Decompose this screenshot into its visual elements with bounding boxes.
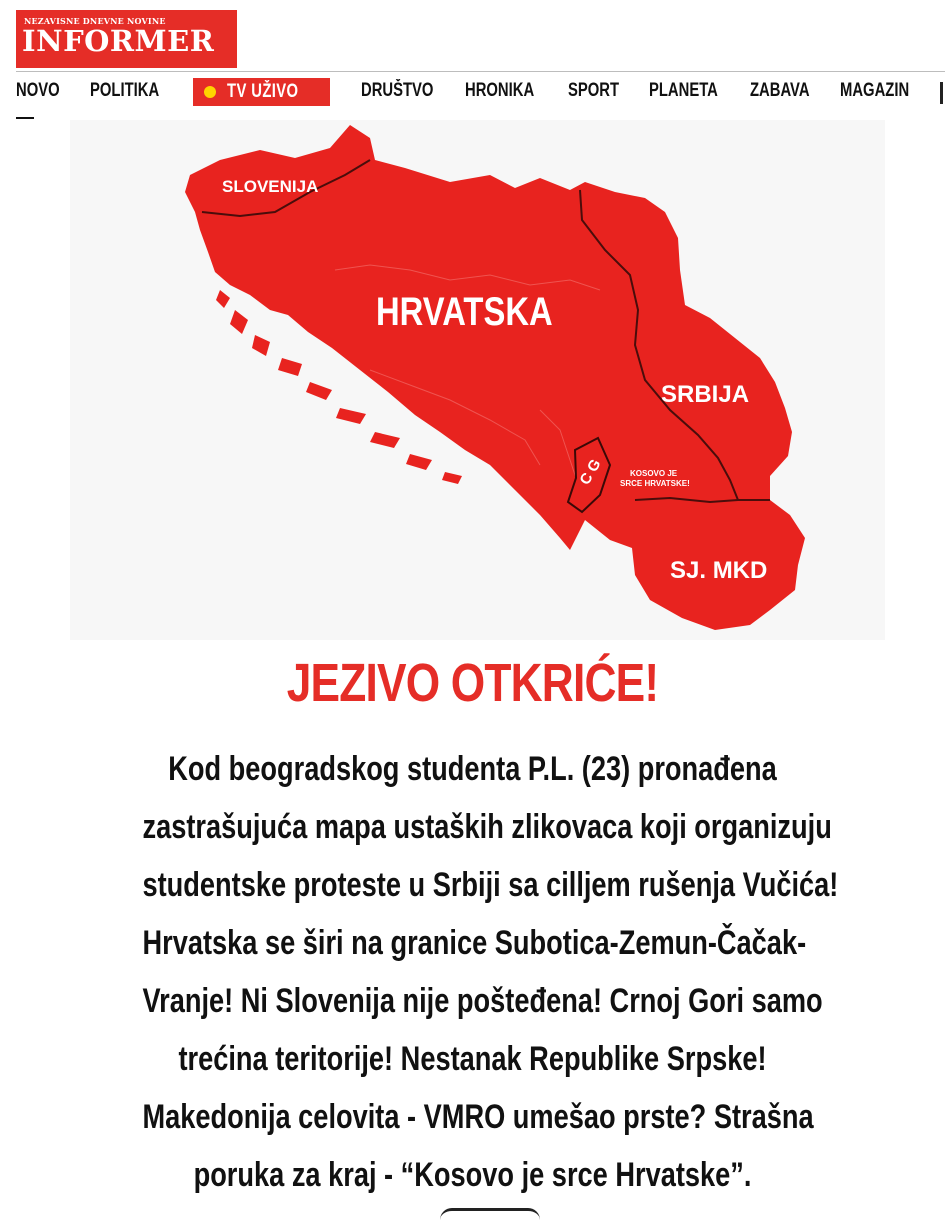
article-body-line: studentske proteste u Srbiji sa cilljem rušenja Vučića! (142, 866, 839, 904)
map-label-croatia: HRVATSKA (376, 288, 553, 334)
nav-item-novo[interactable]: NOVO (16, 80, 60, 101)
yugoslavia-map (70, 120, 885, 640)
nav-item-zabava[interactable]: ZABAVA (750, 80, 810, 101)
logo-tagline: NEZAVISNE DNEVNE NOVINE (24, 16, 166, 26)
nav-divider (16, 71, 945, 72)
informer-logo[interactable] (16, 10, 237, 68)
article-body-line: Vranje! Ni Slovenija nije pošteđena! Crnoj Gori samo (142, 982, 823, 1020)
nav-item-magazin[interactable]: MAGAZIN (840, 80, 910, 101)
article-body-line: trećina teritorije! Nestanak Republike Srpske! (178, 1040, 767, 1078)
nav-item-politika[interactable]: POLITIKA (90, 80, 160, 101)
cropped-element-edge (440, 1208, 540, 1220)
main-nav (0, 76, 945, 112)
map-label-slovenia: SLOVENIJA (222, 177, 319, 196)
live-label: TV UŽIVO (227, 81, 299, 102)
article-body-line: Kod beogradskog studenta P.L. (23) pronađena (168, 750, 777, 788)
map-label-macedonia: SJ. MKD (670, 557, 768, 584)
nav-active-indicator (16, 117, 34, 119)
nav-item-tv-uzivo[interactable] (193, 78, 330, 106)
nav-item-sport[interactable]: SPORT (568, 80, 620, 101)
live-dot-icon (204, 86, 216, 98)
nav-item-planeta[interactable]: PLANETA (649, 80, 718, 101)
nav-item-hronika[interactable]: HRONIKA (465, 80, 535, 101)
article-headline: JEZIVO OTKRIĆE! (286, 653, 659, 713)
article-body-line: zastrašujuća mapa ustaških zlikovaca koji organizuju (142, 808, 832, 846)
nav-item-drustvo[interactable]: DRUŠTVO (361, 80, 434, 101)
article-body-line: Makedonija celovita - VMRO umešao prste? Strašna (142, 1098, 814, 1136)
article-map-image (70, 120, 885, 640)
nav-overflow-edge (940, 82, 943, 104)
map-label-kosovo-line2: SRCE HRVATSKE! (620, 479, 690, 488)
logo-wordmark: INFORMER (22, 24, 215, 58)
article-body-line: Hrvatska se širi na granice Subotica-Zemun-Čačak- (142, 924, 807, 962)
map-label-montenegro: C G (576, 456, 605, 488)
map-landmass (185, 125, 805, 630)
map-label-serbia: SRBIJA (661, 381, 750, 408)
map-label-kosovo-line1: KOSOVO JE (630, 469, 678, 478)
article-body-line: poruka za kraj - “Kosovo je srce Hrvatske”. (193, 1156, 752, 1194)
article-body (60, 740, 885, 1204)
